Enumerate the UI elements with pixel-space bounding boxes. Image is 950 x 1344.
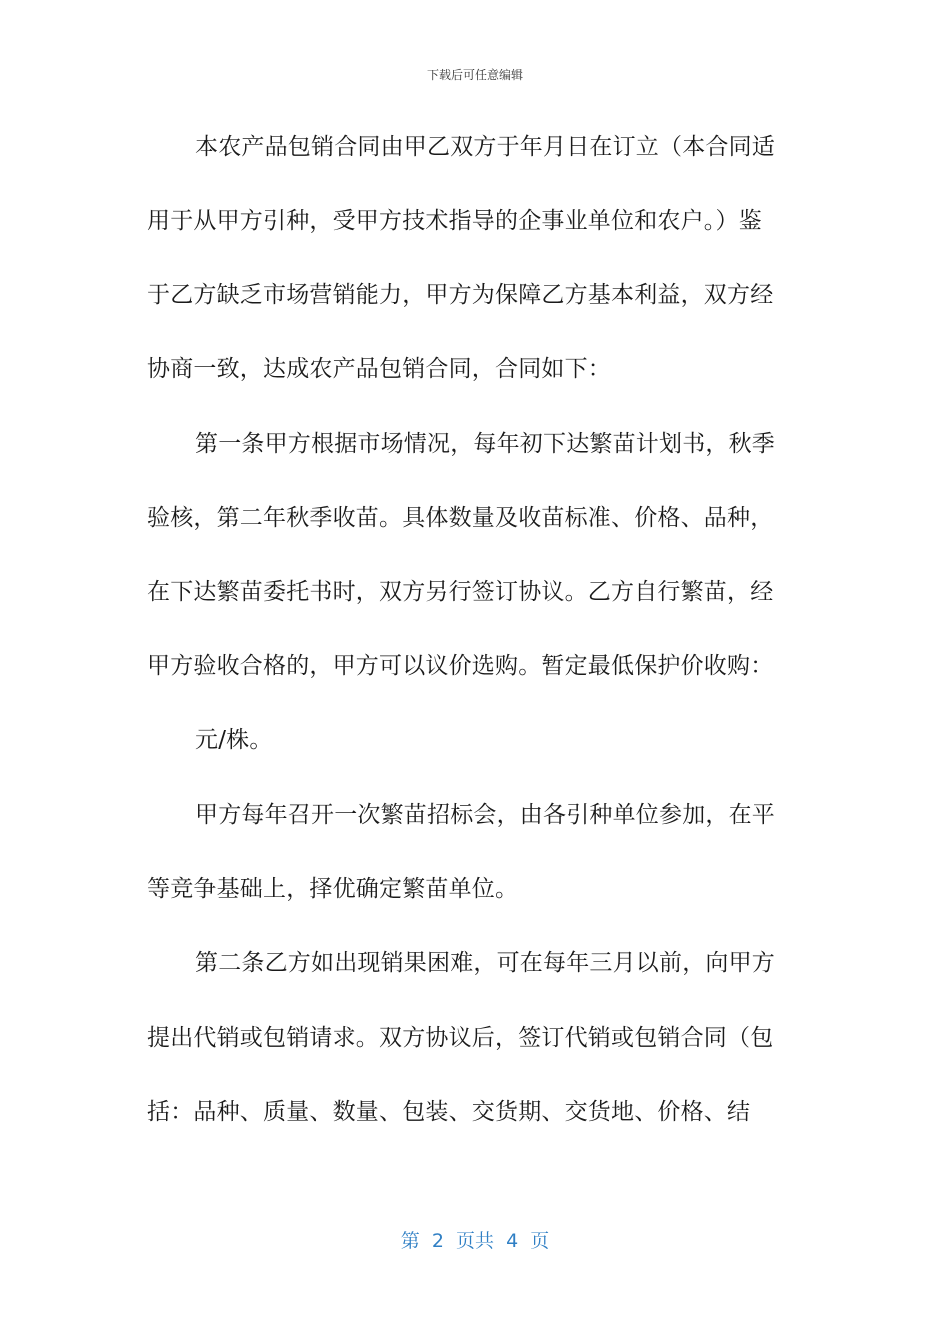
article-1-line-5: 元/株。 xyxy=(195,727,273,753)
page-number-footer: 第 2 页共 4 页 xyxy=(400,1230,550,1252)
paragraph-1-line-3: 于乙方缺乏市场营销能力，甲方为保障乙方基本利益，双方经 xyxy=(147,282,774,308)
paragraph-3-line-2: 等竞争基础上，择优确定繁苗单位。 xyxy=(147,876,519,902)
article-1-line-1: 第一条甲方根据市场情况，每年初下达繁苗计划书，秋季 xyxy=(195,431,775,457)
paragraph-1-line-1: 本农产品包销合同由甲乙双方于年月日在订立（本合同适 xyxy=(195,134,775,160)
paragraph-3-line-1: 甲方每年召开一次繁苗招标会，由各引种单位参加，在平 xyxy=(195,802,775,828)
page-header: 下载后可任意编辑 xyxy=(426,68,523,82)
article-2-line-3: 括：品种、质量、数量、包装、交货期、交货地、价格、结 xyxy=(147,1099,751,1125)
paragraph-1-line-2: 用于从甲方引种，受甲方技术指导的企事业单位和农户。）鉴 xyxy=(147,208,762,234)
article-2-line-1: 第二条乙方如出现销果困难，可在每年三月以前，向甲方 xyxy=(195,950,775,976)
paragraph-1-line-4: 协商一致，达成农产品包销合同，合同如下： xyxy=(147,356,611,382)
article-1-line-3: 在下达繁苗委托书时，双方另行签订协议。乙方自行繁苗，经 xyxy=(147,579,774,605)
article-1-line-4: 甲方验收合格的，甲方可以议价选购。暂定最低保护价收购： xyxy=(147,653,774,679)
article-1-line-2: 验核，第二年秋季收苗。具体数量及收苗标准、价格、品种， xyxy=(147,505,774,531)
article-2-line-2: 提出代销或包销请求。双方协议后，签订代销或包销合同（包 xyxy=(147,1025,774,1051)
